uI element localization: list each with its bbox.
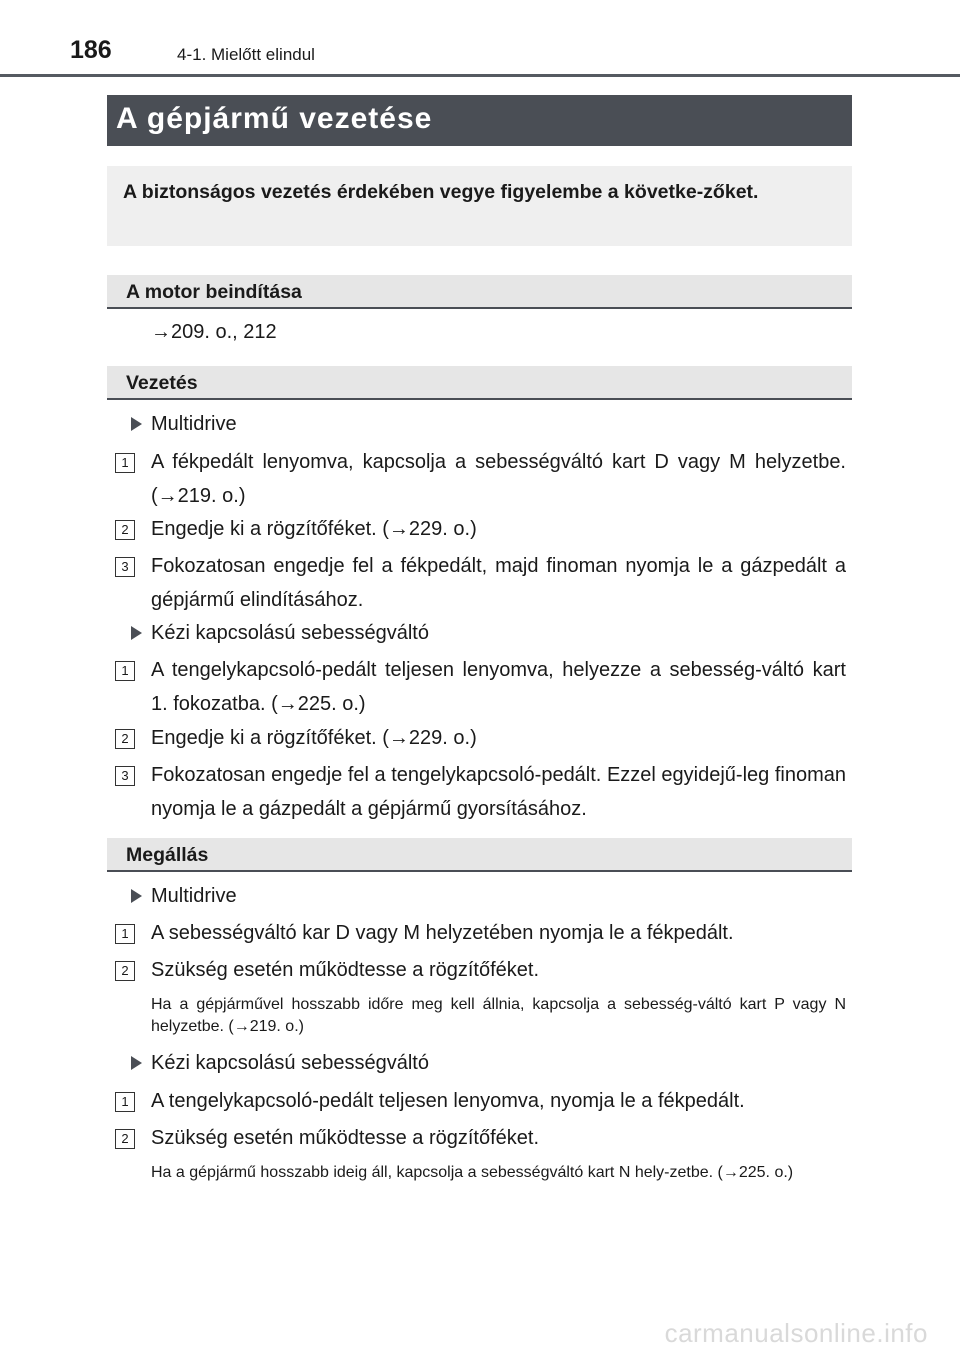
triangle-bullet-icon [131,1056,142,1070]
triangle-bullet-icon [131,889,142,903]
chapter-title: 4-1. Mielőtt elindul [177,45,315,64]
step-number-badge: 2 [115,961,135,981]
watermark: carmanualsonline.info [664,1318,928,1348]
step-text: A sebességváltó kar D vagy M helyzetében nyomja le a fékpedált. [151,922,734,944]
step-number-badge: 2 [115,520,135,540]
start-reference: →209. o., 212 [151,321,277,343]
section-heading-stopping: Megállás [107,838,852,872]
triangle-bullet-icon [131,417,142,431]
header-rule [0,74,960,77]
step-text: Szükség esetén működtesse a rögzítőféket. [151,1127,539,1149]
step-text: Fokozatosan engedje fel a fékpedált, majd finoman nyomja le a gázpedált a gépjármű elindításához. [151,555,846,611]
step-text: A tengelykapcsoló-pedált teljesen lenyomva, nyomja le a fékpedált. [151,1090,745,1112]
step-text: A fékpedált lenyomva, kapcsolja a sebességváltó kart D vagy M helyzetbe. (→219. o.) [151,451,846,507]
step-text: Engedje ki a rögzítőféket. (→229. o.) [151,727,477,749]
intro-box: A biztonságos vezetés érdekében vegye figyelembe a követke-zőket. [107,166,852,246]
note-text: Ha a gépjárművel hosszabb időre meg kell állnia, kapcsolja a sebesség-váltó kart P vagy N helyzetbe. (→219. o.) [151,996,846,1035]
subheading-multidrive: Multidrive [151,413,237,435]
step-text: Engedje ki a rögzítőféket. (→229. o.) [151,518,477,540]
step-text: A tengelykapcsoló-pedált teljesen lenyomva, helyezze a sebesség-váltó kart 1. fokozatba. (→225. o.) [151,659,846,715]
step-number-badge: 2 [115,1129,135,1149]
subheading-manual: Kézi kapcsolású sebességváltó [151,622,429,644]
note-text: Ha a gépjármű hosszabb ideig áll, kapcsolja a sebességváltó kart N hely-zetbe. (→225. o.) [151,1164,794,1181]
step-number-badge: 1 [115,1092,135,1112]
page-title: A gépjármű vezetése [107,95,852,146]
step-text: Szükség esetén működtesse a rögzítőféket. [151,959,539,981]
step-number-badge: 3 [115,557,135,577]
subheading-multidrive: Multidrive [151,885,237,907]
section-heading-start: A motor beindítása [107,275,852,309]
triangle-bullet-icon [131,626,142,640]
step-text: Fokozatosan engedje fel a tengelykapcsoló-pedált. Ezzel egyidejű-leg finoman nyomja le a gázpedált a gépjármű gyorsításához. [151,764,846,820]
page-number: 186 [70,36,112,64]
step-number-badge: 1 [115,661,135,681]
step-number-badge: 1 [115,453,135,473]
subheading-manual: Kézi kapcsolású sebességváltó [151,1052,429,1074]
section-heading-driving: Vezetés [107,366,852,400]
step-number-badge: 3 [115,766,135,786]
step-number-badge: 2 [115,729,135,749]
step-number-badge: 1 [115,924,135,944]
